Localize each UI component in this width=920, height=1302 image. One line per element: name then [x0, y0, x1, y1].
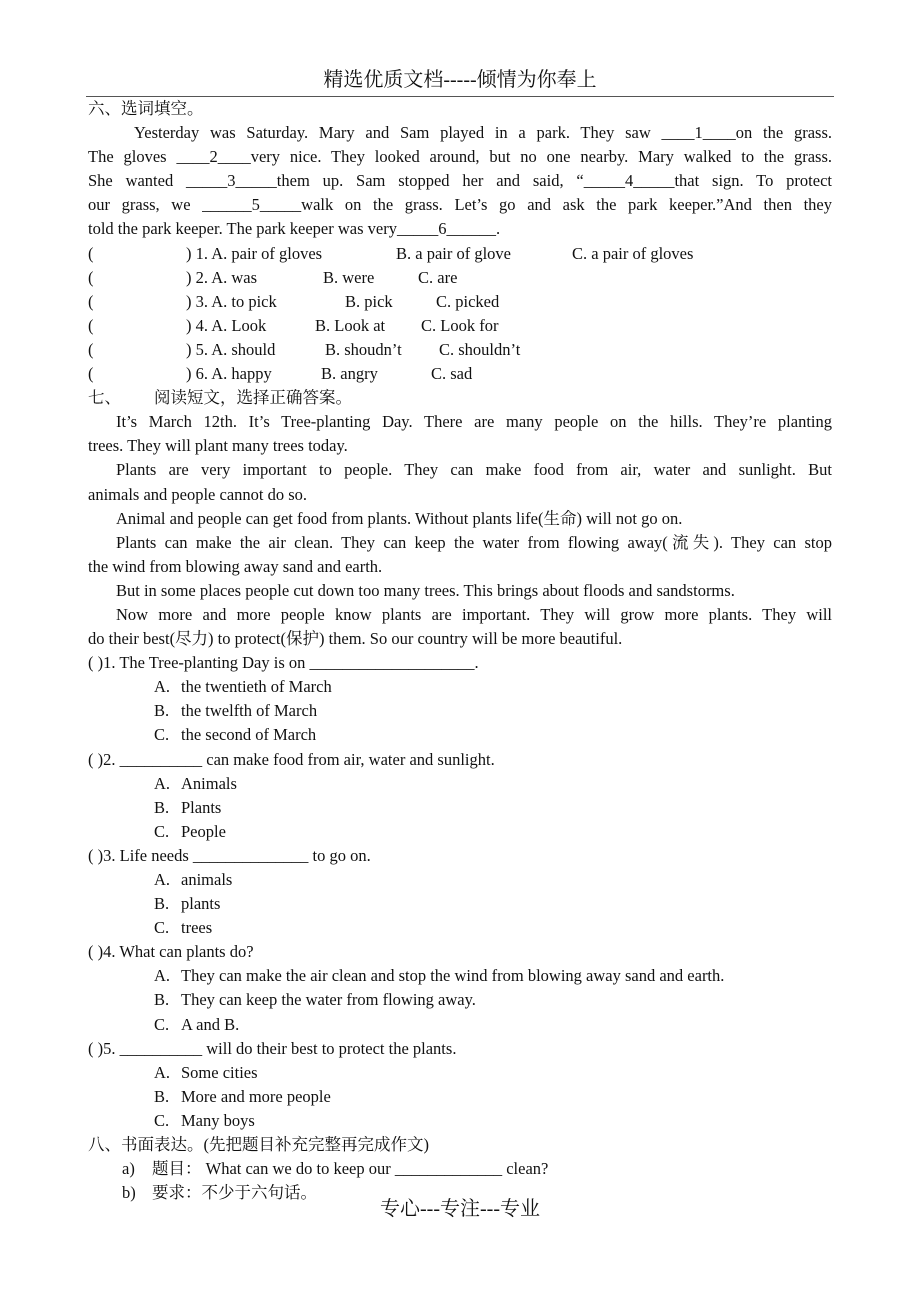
answer-option [88, 796, 832, 820]
choice-question [88, 266, 832, 290]
option-c: C. picked [436, 291, 500, 311]
section-8-title: 八、书面表达。(先把题目补充完整再完成作文) [88, 1135, 429, 1155]
option-a: ) 1. A. pair of gloves [186, 243, 323, 263]
answer-option [88, 1061, 832, 1085]
item-text: 要求：不少于六句话。 [152, 1183, 317, 1203]
option-letter: B. [154, 894, 170, 914]
question-stem: ( )5. __________ will do their best to protect the plants. [88, 1038, 457, 1058]
item-label: b) [122, 1183, 136, 1203]
answer-option [88, 1013, 832, 1037]
passage-line: trees. They will plant many trees today. [88, 436, 348, 456]
option-letter: A. [154, 1062, 171, 1082]
answer-paren: ( [88, 291, 94, 311]
page-footer: 专心---专注---专业 [380, 1198, 540, 1220]
option-text: Plants [181, 797, 222, 817]
passage-line: She wanted _____3_____them up. Sam stopped her and said, “_____4_____that sign. To protect [88, 171, 832, 191]
option-b: B. a pair of glove [396, 243, 512, 263]
section-number: 七、 [88, 388, 121, 408]
question-stem: ( )4. What can plants do? [88, 942, 254, 962]
answer-paren: ( [88, 243, 94, 263]
option-c: C. Look for [421, 315, 499, 335]
option-text: plants [181, 894, 221, 914]
worksheet-content [88, 97, 832, 1205]
choice-question [88, 242, 832, 266]
option-letter: A. [154, 677, 171, 697]
passage-line: Yesterday was Saturday. Mary and Sam played in a park. They saw ____1____on the grass. [134, 123, 832, 143]
item-label: a) [122, 1159, 135, 1179]
option-a: ) 6. A. happy [186, 364, 272, 384]
choice-question [88, 362, 832, 386]
writing-item [88, 1157, 832, 1181]
answer-option [88, 988, 832, 1012]
option-text: A and B. [181, 1014, 240, 1034]
option-a: ) 4. A. Look [186, 315, 267, 335]
option-text: Some cities [181, 1062, 258, 1082]
answer-option [88, 1109, 832, 1133]
option-text: Animals [181, 773, 237, 793]
option-text: animals [181, 870, 233, 889]
item-text: 题目： What can we do to keep our _____________ clean? [152, 1159, 549, 1179]
answer-paren: ( [88, 315, 94, 335]
choice-question [88, 290, 832, 314]
option-letter: B. [154, 797, 170, 817]
passage-line: do their best(尽力) to protect(保护) them. So our country will be more beautiful. [88, 629, 623, 649]
answer-option [88, 964, 832, 988]
option-text: More and more people [181, 1086, 331, 1106]
section-heading: 阅读短文，选择正确答案。 [154, 388, 352, 408]
option-a: ) 2. A. was [186, 267, 258, 287]
question-stem: ( )1. The Tree-planting Day is on ____________________. [88, 653, 479, 673]
option-letter: C. [154, 821, 170, 841]
passage-line: The gloves ____2____very nice. They looked around, but no one nearby. Mary walked to the grass. [88, 147, 832, 167]
option-letter: B. [154, 701, 170, 721]
option-text: Many boys [181, 1110, 255, 1130]
answer-paren: ( [88, 267, 94, 287]
choice-question [88, 314, 832, 338]
option-text: People [181, 821, 226, 841]
option-b: B. angry [321, 364, 378, 384]
option-letter: A. [154, 966, 171, 986]
option-letter: B. [154, 990, 170, 1010]
option-letter: B. [154, 1086, 170, 1106]
option-c: C. sad [431, 364, 473, 384]
passage-line: But in some places people cut down too many trees. This brings about floods and sandstorms. [116, 580, 735, 600]
option-a: ) 5. A. should [186, 339, 276, 359]
section-6-title: 六、选词填空。 [88, 99, 204, 118]
answer-option [88, 1085, 832, 1109]
passage-line: the wind from blowing away sand and earth. [88, 556, 383, 576]
option-c: C. are [418, 267, 458, 287]
passage-line: Plants can make the air clean. They can keep the water from flowing away(流失). They can stop [116, 532, 832, 552]
option-text: trees [181, 918, 213, 938]
passage-line: Animal and people can get food from plants. Without plants life(生命) will not go on. [116, 508, 683, 528]
section-7-title [88, 386, 832, 410]
option-text: They can make the air clean and stop the wind from blowing away sand and earth. [181, 966, 725, 986]
option-letter: C. [154, 725, 170, 745]
answer-paren: ( [88, 339, 94, 359]
answer-option [88, 820, 832, 844]
answer-option [88, 699, 832, 723]
option-a: ) 3. A. to pick [186, 291, 277, 311]
answer-option [88, 772, 832, 796]
passage-line: told the park keeper. The park keeper was very_____6______. [88, 219, 501, 239]
option-letter: C. [154, 1014, 170, 1034]
answer-option [88, 723, 832, 747]
option-text: the twelfth of March [181, 701, 318, 721]
answer-option [88, 916, 832, 940]
option-letter: A. [154, 773, 171, 793]
option-letter: A. [154, 870, 171, 889]
option-c: C. a pair of gloves [572, 243, 694, 263]
option-text: the second of March [181, 725, 317, 745]
question-stem: ( )2. __________ can make food from air, water and sunlight. [88, 749, 495, 769]
option-letter: C. [154, 918, 170, 938]
option-letter: C. [154, 1110, 170, 1130]
option-b: B. shoudn’t [325, 339, 402, 359]
answer-option [88, 892, 832, 916]
answer-paren: ( [88, 364, 94, 384]
option-b: B. Look at [315, 315, 386, 335]
option-b: B. pick [345, 291, 393, 311]
passage-line: our grass, we ______5_____walk on the grass. Let’s go and ask the park keeper.”And then they [88, 195, 832, 215]
option-b: B. were [323, 267, 375, 287]
option-c: C. shouldn’t [439, 339, 521, 359]
choice-question [88, 338, 832, 362]
answer-option [88, 868, 832, 892]
question-stem: ( )3. Life needs ______________ to go on. [88, 845, 371, 865]
option-text: They can keep the water from flowing away. [181, 990, 476, 1010]
page-header: 精选优质文档-----倾情为你奉上 [86, 64, 834, 97]
option-text: the twentieth of March [181, 677, 332, 697]
answer-option [88, 675, 832, 699]
passage-line: Now more and more people know plants are important. They will grow more plants. They will [116, 604, 832, 624]
passage-line: It’s March 12th. It’s Tree-planting Day. There are many people on the hills. They’re planting [116, 412, 832, 432]
passage-line: Plants are very important to people. They can make food from air, water and sunlight. But [116, 460, 832, 480]
passage-line: animals and people cannot do so. [88, 484, 308, 504]
